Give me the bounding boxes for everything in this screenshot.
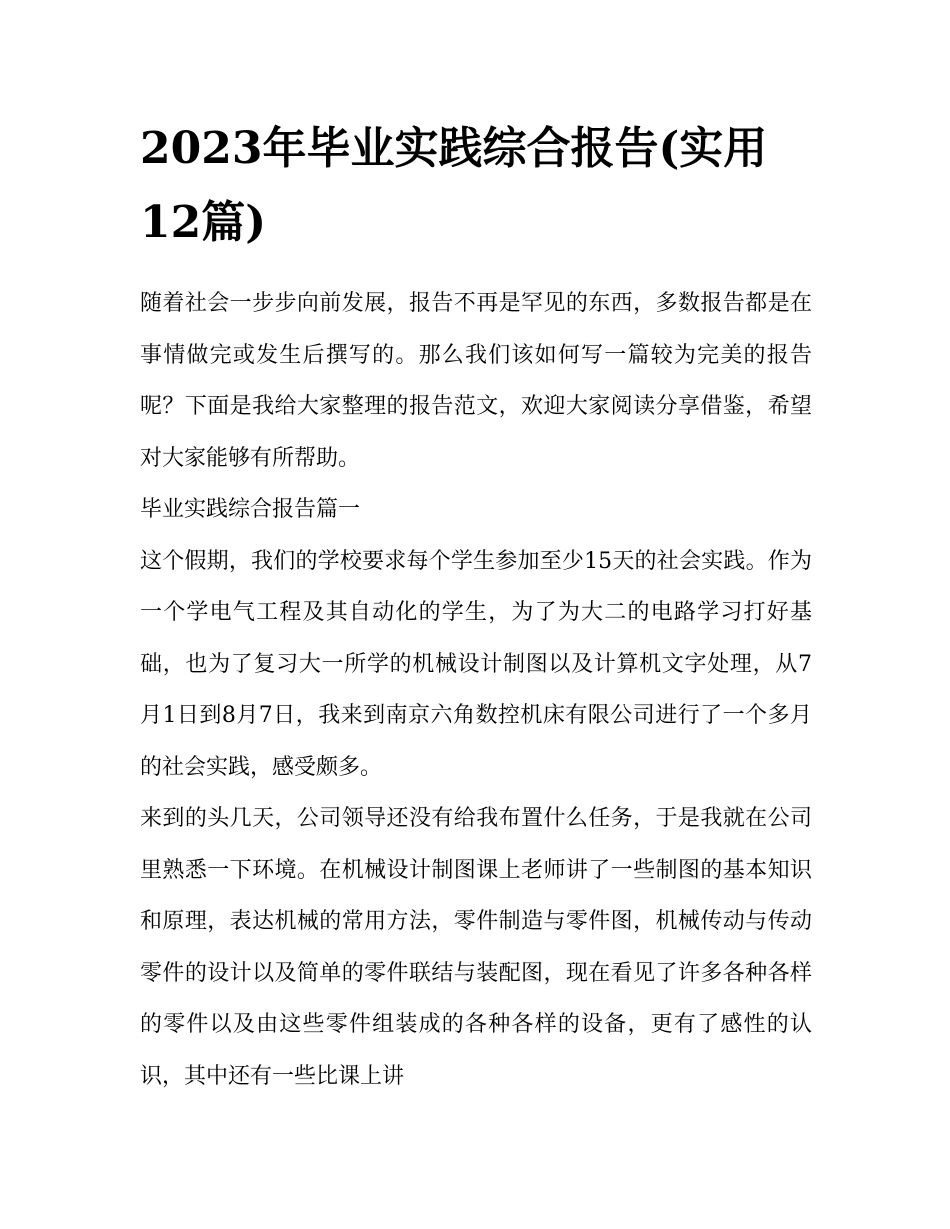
intro-paragraph: 随着社会一步步向前发展，报告不再是罕见的东西，多数报告都是在事情做完或发生后撰写的。那么我们该如何写一篇较为完美的报告呢？下面是我给大家整理的报告范文，欢迎大家阅读分享借鉴，希望对大家能够有所帮助。: [140, 291, 812, 471]
document-body: [140, 278, 812, 1102]
body-paragraph: 这个假期，我们的学校要求每个学生参加至少15天的社会实践。作为一个学电气工程及其自动化的学生，为了为大二的电路学习打好基础，也为了复习大一所学的机械设计制图以及计算机文字处理，从7月1日到8月7日，我来到南京六角数控机床有限公司进行了一个多月的社会实践，感受颇多。: [140, 548, 812, 780]
body-paragraph: 来到的头几天，公司领导还没有给我布置什么任务，于是我就在公司里熟悉一下环境。在机械设计制图课上老师讲了一些制图的基本知识和原理，表达机械的常用方法，零件制造与零件图，机械传动与传动零件的设计以及简单的零件联结与装配图，现在看见了许多各种各样的零件以及由这些零件组装成的各种各样的设备，更有了感性的认识，其中还有一些比课上讲: [140, 806, 812, 1089]
section-heading: 毕业实践综合报告篇一: [140, 497, 361, 522]
document-title: 2023年毕业实践综合报告(实用12篇): [140, 123, 768, 248]
